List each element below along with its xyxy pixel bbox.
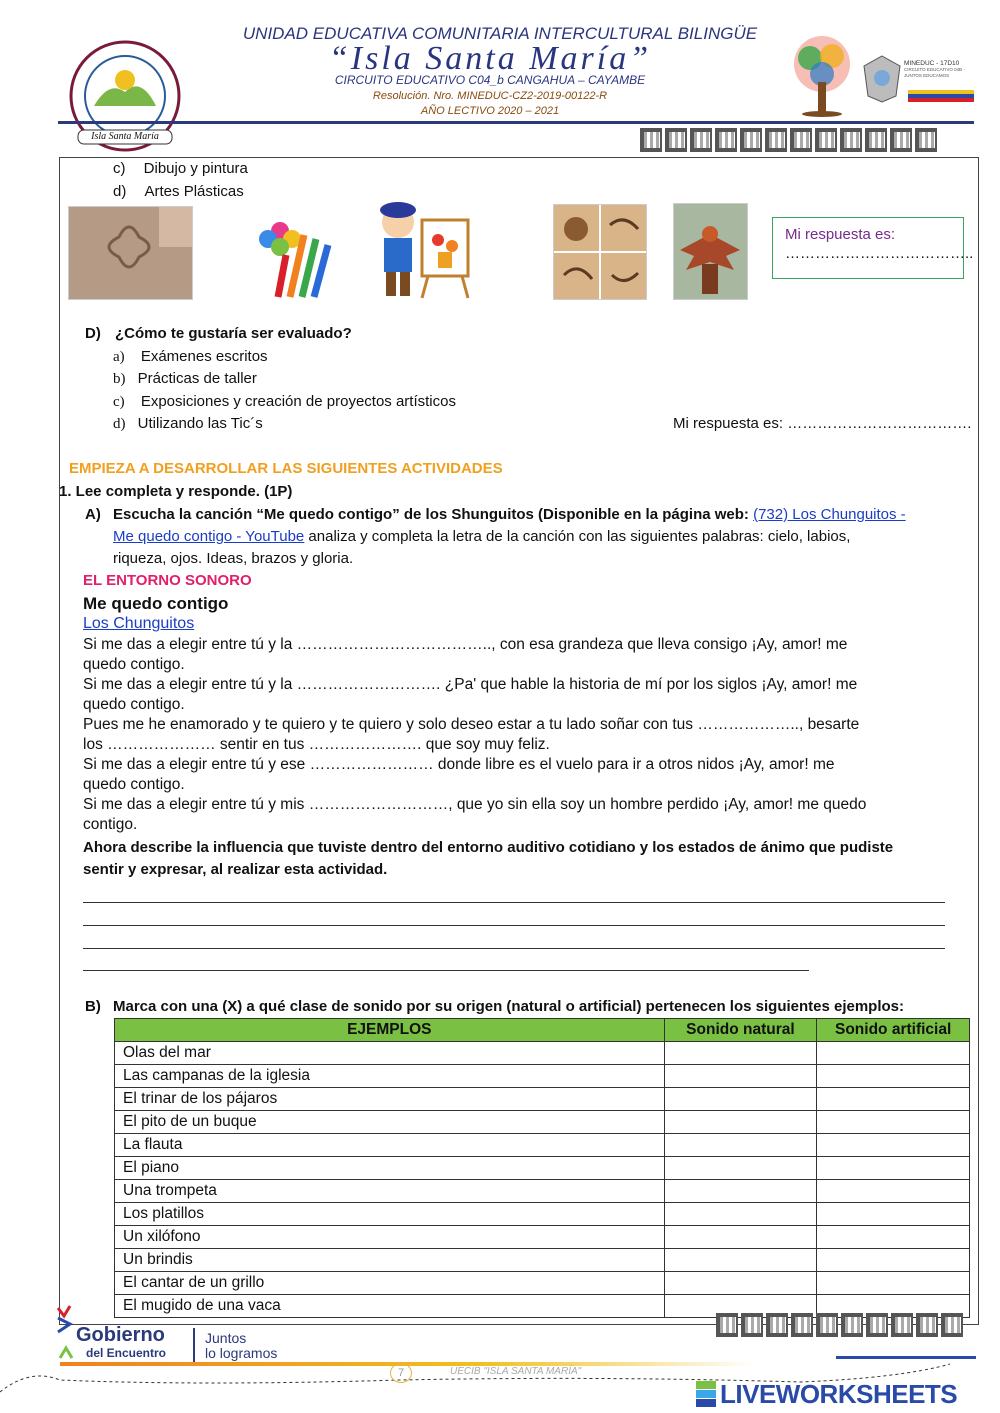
artificial-cell[interactable] [817,1203,970,1226]
part-a-letter: A) [85,506,101,523]
table-row [115,1088,970,1111]
artificial-cell[interactable] [817,1088,970,1111]
question-d-title [85,325,352,342]
table-row [115,1042,970,1065]
answer-box[interactable] [772,217,974,279]
option-text: Utilizando las Tic´s [137,415,263,432]
greek-border-top [640,128,937,156]
ecuador-coat-of-arms [860,52,904,106]
option-text: Artes Plásticas [144,183,244,200]
artificial-cell[interactable] [817,1226,970,1249]
lyric-line: Si me das a elegir entre tú y la ……………………………….., con esa grandeza que lleva consigo ¡Ay, amor! me [83,636,848,653]
artificial-cell[interactable] [817,1157,970,1180]
table-row [115,1249,970,1272]
example-cell: Una trompeta [115,1180,665,1203]
natural-cell[interactable] [664,1157,817,1180]
option-letter: c) [113,394,125,410]
resolution-line: Resolución. Nro. MINEDUC-CZ2-2019-00122-R [372,90,608,102]
option-c [113,160,248,177]
artificial-cell[interactable] [817,1042,970,1065]
answer-line[interactable] [83,925,945,926]
natural-cell[interactable] [664,1226,817,1249]
option-text: Exposiciones y creación de proyectos artísticos [140,393,456,410]
option-text: Exámenes escritos [140,348,268,365]
lyrics-block [83,635,967,835]
example-cell: Un xilófono [115,1226,665,1249]
example-cell: El cantar de un grillo [115,1272,665,1295]
mineduc-sublabel: CIRCUITO EDUCATIVO 04B · JUNTOS EDUCAMOS [904,67,965,78]
col-header-examples: EJEMPLOS [115,1019,665,1042]
section-title: EL ENTORNO SONORO [83,572,252,589]
natural-cell[interactable] [664,1065,817,1088]
example-cell: Los platillos [115,1203,665,1226]
answer-line[interactable] [83,948,945,949]
example-cell: El piano [115,1157,665,1180]
part-b-letter: B) [85,998,101,1015]
mineduc-label: MINEDUC - 17D10 [904,60,960,67]
lyric-line: los ………………… sentir en tus …………………. que soy muy feliz. [83,736,550,753]
item-1-title: 1. Lee completa y responde. (1P) [59,483,293,500]
natural-cell[interactable] [664,1088,817,1111]
option-letter: b) [113,371,126,387]
natural-cell[interactable] [664,1249,817,1272]
liveworksheets-watermark [696,1378,957,1410]
part-a-line2 [113,528,850,545]
example-cell: El trinar de los pájaros [115,1088,665,1111]
gobierno-subtitle: del Encuentro [86,1346,167,1360]
example-cell: Un brindis [115,1249,665,1272]
artificial-cell[interactable] [817,1065,970,1088]
song-artist-link[interactable]: Los Chunguitos [83,615,195,632]
artificial-cell[interactable] [817,1111,970,1134]
artificial-cell[interactable] [817,1180,970,1203]
option-d [113,183,244,200]
question-text: ¿Cómo te gustaría ser evaluado? [115,325,352,342]
lyric-line: Si me das a elegir entre tú y mis ………………………, que yo sin ella soy un hombre perdido ¡Ay, amor! me quedo [83,796,867,813]
tree-of-life-logo [786,32,858,118]
slogan-line1: Juntos [205,1330,247,1346]
painter-boy-image [368,200,476,300]
natural-cell[interactable] [664,1272,817,1295]
watermark-text: LIVEWORKSHEETS [720,1378,958,1409]
lyric-stanza [83,635,967,675]
natural-cell[interactable] [664,1042,817,1065]
flower-pencils-image [250,205,342,301]
table-row [115,1272,970,1295]
part-a-line1 [113,506,967,523]
table-row [115,1111,970,1134]
example-cell: El pito de un buque [115,1111,665,1134]
table-row [115,1226,970,1249]
eval-response-blank[interactable]: Mi respuesta es: ………………………………. [673,415,972,432]
option-letter: a) [113,349,125,365]
answer-line[interactable] [83,970,809,971]
option-letter: d) [113,183,127,200]
option-letter: d) [113,416,126,432]
lyric-stanza [83,795,967,835]
table-header-row [115,1019,970,1042]
natural-cell[interactable] [664,1180,817,1203]
slogan-line2: lo logramos [205,1345,278,1361]
question-letter: D) [85,325,101,342]
artificial-cell[interactable] [817,1272,970,1295]
youtube-link-part2[interactable]: Me quedo contigo - YouTube [113,528,305,545]
part-a-instructions: analiza y completa la letra de la canción con las siguientes palabras: cielo, labios, [304,528,851,545]
gobierno-chevron-icon [56,1302,76,1362]
circuit-line: CIRCUITO EDUCATIVO C04_b CANGAHUA – CAYAMBE [334,73,646,87]
table-row [115,1180,970,1203]
natural-cell[interactable] [664,1134,817,1157]
lyric-stanza [83,675,967,715]
seal-label: Isla Santa María [91,131,159,142]
part-a-intro: Escucha la canción “Me quedo contigo” de los Shunguitos (Disponible en la página web: [113,506,754,523]
table-row [115,1157,970,1180]
youtube-link-part1[interactable]: (732) Los Chunguitos - [753,506,906,523]
part-a-line3: riqueza, ojos. Ideas, brazos y gloria. [113,550,354,567]
table-row [115,1065,970,1088]
artificial-cell[interactable] [817,1249,970,1272]
mineduc-logo [904,60,976,108]
answer-box-label: Mi respuesta es: [785,226,896,243]
institution-name: UNIDAD EDUCATIVA COMUNITARIA INTERCULTURAL BILINGÜE [242,24,758,43]
lyric-line: quedo contigo. [83,776,185,793]
table-row [115,1203,970,1226]
eval-option-a [113,348,268,366]
option-text: Prácticas de taller [137,370,257,387]
sound-table [114,1018,970,1318]
header-rule [58,121,974,124]
page-number: 7 [397,1367,405,1379]
lyric-line: Si me das a elegir entre tú y ese …………………… donde libre es el vuelo para ir a otros nidos ¡Ay, amor! me [83,756,835,773]
artificial-cell[interactable] [817,1134,970,1157]
footer-school-name: UECIB "ISLA SANTA MARÍA" [450,1366,582,1377]
eval-option-b [113,370,257,388]
school-seal-logo [64,40,186,158]
part-b-title: Marca con una (X) a qué clase de sonido por su origen (natural o artificial) pertenecen los siguientes ejemplos: [113,998,905,1015]
table-row [115,1134,970,1157]
lyric-line: contigo. [83,816,138,833]
reflection-line1: Ahora describe la influencia que tuviste dentro del entorno auditivo cotidiano y los estados de ánimo que pudiste [83,839,894,856]
school-name: “Isla Santa María” [328,40,652,77]
reflection-line2: sentir y expresar, al realizar esta actividad. [83,861,388,878]
wood-burning-image [553,204,647,300]
lyric-line: quedo contigo. [83,696,185,713]
lyric-line: quedo contigo. [83,656,185,673]
liveworksheets-logo-icon [696,1381,716,1407]
greek-border-bottom [716,1313,963,1341]
answer-line[interactable] [83,902,945,903]
lyric-line: Si me das a elegir entre tú y la ………………………. ¿Pa' que hable la historia de mí por los siglos ¡Ay, amor! me [83,676,858,693]
leather-carving-image [68,206,193,300]
option-letter: c) [113,160,126,177]
year-line: AÑO LECTIVO 2020 – 2021 [420,105,560,117]
song-title: Me quedo contigo [83,594,229,613]
wood-eagle-sculpture-image [673,203,748,300]
example-cell: La flauta [115,1134,665,1157]
eval-option-d [113,415,263,433]
col-header-artificial: Sonido artificial [817,1019,970,1042]
option-text: Dibujo y pintura [143,160,248,177]
example-cell: Las campanas de la iglesia [115,1065,665,1088]
lyric-stanza [83,755,967,795]
col-header-natural: Sonido natural [664,1019,817,1042]
example-cell: El mugido de una vaca [115,1295,665,1318]
example-cell: Olas del mar [115,1042,665,1065]
answer-box-blank: ……………………………….. [785,245,974,262]
lyric-line: Pues me he enamorado y te quiero y te quiero y solo deseo estar a tu lado soñar con tus ……………….., besarte [83,716,860,733]
gobierno-title: Gobierno [76,1324,165,1346]
page-number-badge [390,1363,412,1383]
footer-divider [193,1328,195,1362]
activities-heading: EMPIEZA A DESARROLLAR LAS SIGUIENTES ACTIVIDADES [69,460,503,477]
natural-cell[interactable] [664,1111,817,1134]
eval-option-c [113,393,456,411]
natural-cell[interactable] [664,1203,817,1226]
lyric-stanza [83,715,967,755]
